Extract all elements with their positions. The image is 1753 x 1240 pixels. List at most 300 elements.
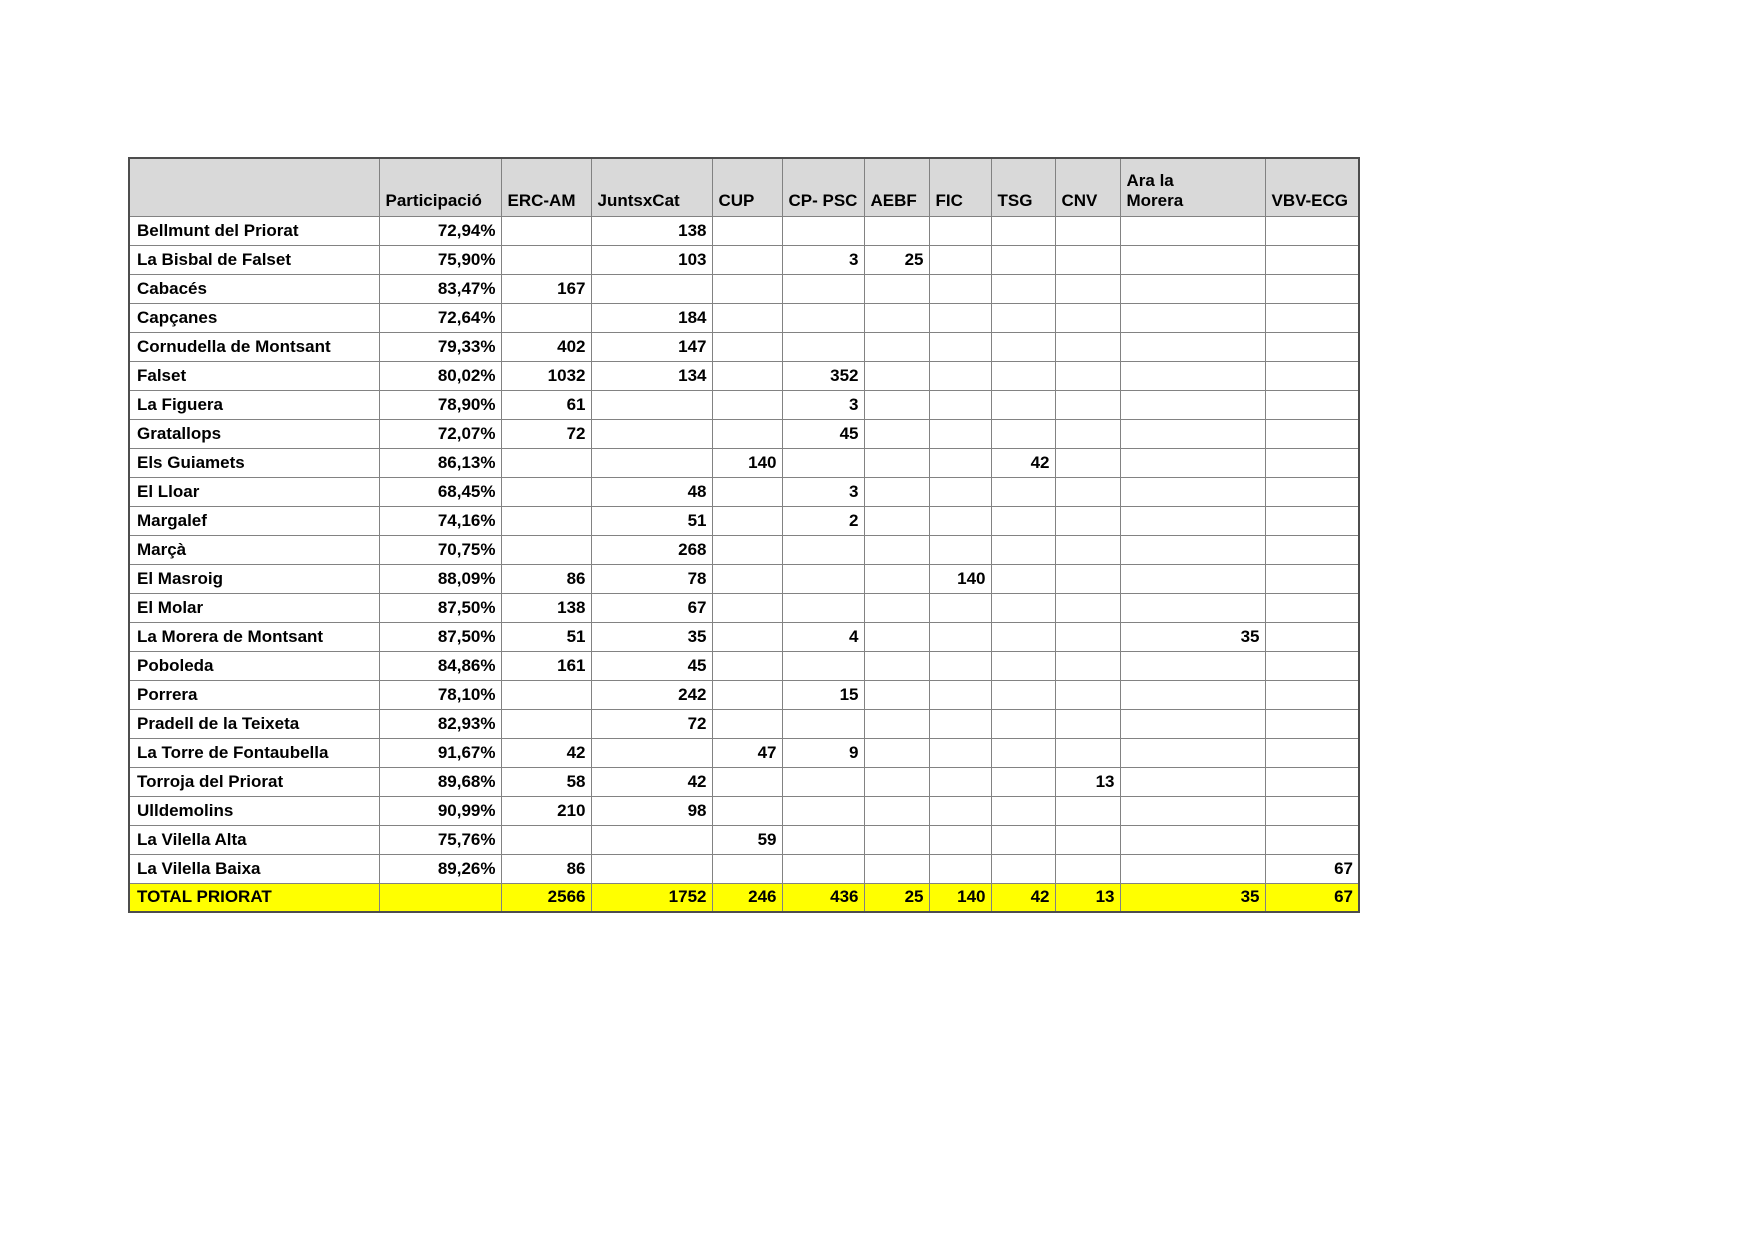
participacio-cell: 75,76%	[379, 825, 501, 854]
table-row	[129, 825, 1359, 854]
party-votes-cell-cup	[712, 622, 782, 651]
party-votes-cell-cp-psc	[782, 564, 864, 593]
party-votes-cell-vbv-ecg	[1265, 680, 1359, 709]
party-votes-cell-aebf	[864, 709, 929, 738]
municipality-name: Cornudella de Montsant	[129, 332, 379, 361]
table-row	[129, 854, 1359, 883]
party-votes-cell-aebf	[864, 506, 929, 535]
party-votes-cell-cnv	[1055, 593, 1120, 622]
party-votes-cell-tsg	[991, 419, 1055, 448]
municipality-name: La Figuera	[129, 390, 379, 419]
table-row	[129, 332, 1359, 361]
party-votes-cell-vbv-ecg	[1265, 709, 1359, 738]
column-header-fic: FIC	[929, 158, 991, 216]
column-header-ara-la-morera: Ara la Morera	[1120, 158, 1265, 216]
party-votes-cell-erc-am	[501, 709, 591, 738]
party-votes-cell-cp-psc	[782, 593, 864, 622]
party-votes-cell-fic	[929, 535, 991, 564]
column-header-aebf: AEBF	[864, 158, 929, 216]
party-votes-cell-cup	[712, 216, 782, 245]
party-votes-cell-fic	[929, 506, 991, 535]
party-votes-cell-aebf	[864, 274, 929, 303]
party-votes-cell-cup: 59	[712, 825, 782, 854]
party-votes-cell-tsg	[991, 506, 1055, 535]
party-votes-cell-fic	[929, 796, 991, 825]
column-header-juntsxcat: JuntsxCat	[591, 158, 712, 216]
header-row	[129, 158, 1359, 216]
party-votes-cell-cp-psc: 9	[782, 738, 864, 767]
party-votes-cell-ara-la-morera	[1120, 854, 1265, 883]
party-votes-cell-fic	[929, 274, 991, 303]
column-header-erc-am: ERC-AM	[501, 158, 591, 216]
participacio-cell: 83,47%	[379, 274, 501, 303]
party-votes-cell-aebf	[864, 796, 929, 825]
participacio-cell: 74,16%	[379, 506, 501, 535]
participacio-cell: 87,50%	[379, 593, 501, 622]
party-votes-cell-vbv-ecg	[1265, 593, 1359, 622]
party-votes-cell-fic	[929, 651, 991, 680]
party-votes-cell-vbv-ecg	[1265, 390, 1359, 419]
party-votes-cell-cnv	[1055, 361, 1120, 390]
party-votes-cell-cup	[712, 419, 782, 448]
party-votes-cell-cp-psc: 3	[782, 477, 864, 506]
party-votes-cell-cup: 140	[712, 448, 782, 477]
party-votes-cell-cup	[712, 796, 782, 825]
party-votes-cell-juntsxcat: 51	[591, 506, 712, 535]
party-votes-cell-cp-psc	[782, 448, 864, 477]
municipality-name: Torroja del Priorat	[129, 767, 379, 796]
party-votes-cell-ara-la-morera	[1120, 651, 1265, 680]
party-votes-cell-tsg	[991, 622, 1055, 651]
party-votes-cell-fic	[929, 738, 991, 767]
party-votes-cell-juntsxcat: 42	[591, 767, 712, 796]
party-votes-cell-vbv-ecg	[1265, 651, 1359, 680]
party-votes-cell-vbv-ecg: 67	[1265, 883, 1359, 912]
party-votes-cell-erc-am	[501, 216, 591, 245]
party-votes-cell-erc-am	[501, 506, 591, 535]
party-votes-cell-ara-la-morera	[1120, 216, 1265, 245]
party-votes-cell-cup	[712, 245, 782, 274]
party-votes-cell-erc-am	[501, 245, 591, 274]
municipality-name: La Vilella Baixa	[129, 854, 379, 883]
party-votes-cell-ara-la-morera	[1120, 361, 1265, 390]
party-votes-cell-cup	[712, 564, 782, 593]
party-votes-cell-cup	[712, 477, 782, 506]
table-row	[129, 216, 1359, 245]
party-votes-cell-erc-am: 2566	[501, 883, 591, 912]
party-votes-cell-fic	[929, 767, 991, 796]
party-votes-cell-ara-la-morera	[1120, 245, 1265, 274]
party-votes-cell-cp-psc: 15	[782, 680, 864, 709]
municipality-name: El Lloar	[129, 477, 379, 506]
party-votes-cell-fic	[929, 245, 991, 274]
party-votes-cell-aebf	[864, 651, 929, 680]
municipality-name: Falset	[129, 361, 379, 390]
party-votes-cell-juntsxcat: 103	[591, 245, 712, 274]
party-votes-cell-cnv	[1055, 448, 1120, 477]
municipality-name: La Torre de Fontaubella	[129, 738, 379, 767]
municipality-name: El Molar	[129, 593, 379, 622]
table-row	[129, 419, 1359, 448]
party-votes-cell-ara-la-morera	[1120, 709, 1265, 738]
party-votes-cell-cnv	[1055, 216, 1120, 245]
party-votes-cell-cp-psc: 3	[782, 245, 864, 274]
party-votes-cell-vbv-ecg	[1265, 564, 1359, 593]
party-votes-cell-tsg	[991, 825, 1055, 854]
party-votes-cell-cp-psc	[782, 303, 864, 332]
party-votes-cell-juntsxcat	[591, 419, 712, 448]
party-votes-cell-cp-psc: 45	[782, 419, 864, 448]
party-votes-cell-aebf	[864, 622, 929, 651]
party-votes-cell-erc-am: 161	[501, 651, 591, 680]
participacio-cell: 82,93%	[379, 709, 501, 738]
table-row	[129, 535, 1359, 564]
column-header-cup: CUP	[712, 158, 782, 216]
participacio-cell: 90,99%	[379, 796, 501, 825]
participacio-cell: 89,68%	[379, 767, 501, 796]
party-votes-cell-ara-la-morera	[1120, 680, 1265, 709]
party-votes-cell-erc-am: 61	[501, 390, 591, 419]
participacio-cell: 89,26%	[379, 854, 501, 883]
party-votes-cell-juntsxcat: 78	[591, 564, 712, 593]
party-votes-cell-fic	[929, 216, 991, 245]
party-votes-cell-vbv-ecg	[1265, 303, 1359, 332]
party-votes-cell-juntsxcat	[591, 854, 712, 883]
party-votes-cell-fic	[929, 477, 991, 506]
party-votes-cell-juntsxcat: 184	[591, 303, 712, 332]
party-votes-cell-cnv	[1055, 825, 1120, 854]
party-votes-cell-aebf	[864, 390, 929, 419]
party-votes-cell-cnv	[1055, 303, 1120, 332]
table-row	[129, 883, 1359, 912]
party-votes-cell-juntsxcat	[591, 738, 712, 767]
party-votes-cell-cnv	[1055, 506, 1120, 535]
party-votes-cell-cnv	[1055, 274, 1120, 303]
party-votes-cell-cp-psc	[782, 535, 864, 564]
participacio-cell: 79,33%	[379, 332, 501, 361]
party-votes-cell-erc-am: 86	[501, 564, 591, 593]
party-votes-cell-erc-am: 167	[501, 274, 591, 303]
party-votes-cell-aebf	[864, 738, 929, 767]
party-votes-cell-erc-am: 86	[501, 854, 591, 883]
party-votes-cell-cup	[712, 361, 782, 390]
party-votes-cell-aebf	[864, 593, 929, 622]
party-votes-cell-ara-la-morera	[1120, 535, 1265, 564]
party-votes-cell-juntsxcat: 98	[591, 796, 712, 825]
party-votes-cell-cp-psc	[782, 796, 864, 825]
party-votes-cell-cnv	[1055, 477, 1120, 506]
party-votes-cell-juntsxcat	[591, 390, 712, 419]
party-votes-cell-juntsxcat	[591, 448, 712, 477]
party-votes-cell-vbv-ecg	[1265, 419, 1359, 448]
party-votes-cell-tsg	[991, 274, 1055, 303]
party-votes-cell-cup	[712, 274, 782, 303]
party-votes-cell-fic	[929, 303, 991, 332]
party-votes-cell-cup	[712, 651, 782, 680]
table-row	[129, 622, 1359, 651]
party-votes-cell-vbv-ecg	[1265, 825, 1359, 854]
party-votes-cell-cp-psc	[782, 651, 864, 680]
party-votes-cell-cup	[712, 506, 782, 535]
party-votes-cell-juntsxcat: 138	[591, 216, 712, 245]
party-votes-cell-juntsxcat	[591, 274, 712, 303]
party-votes-cell-fic	[929, 680, 991, 709]
table-row	[129, 651, 1359, 680]
party-votes-cell-juntsxcat: 67	[591, 593, 712, 622]
party-votes-cell-vbv-ecg	[1265, 448, 1359, 477]
party-votes-cell-ara-la-morera	[1120, 274, 1265, 303]
party-votes-cell-cnv	[1055, 709, 1120, 738]
party-votes-cell-cp-psc	[782, 709, 864, 738]
column-header-tsg: TSG	[991, 158, 1055, 216]
party-votes-cell-aebf	[864, 361, 929, 390]
party-votes-cell-juntsxcat: 48	[591, 477, 712, 506]
table-row	[129, 303, 1359, 332]
party-votes-cell-aebf	[864, 303, 929, 332]
party-votes-cell-aebf	[864, 477, 929, 506]
municipality-name: Porrera	[129, 680, 379, 709]
party-votes-cell-fic: 140	[929, 564, 991, 593]
party-votes-cell-erc-am	[501, 448, 591, 477]
party-votes-cell-vbv-ecg	[1265, 245, 1359, 274]
party-votes-cell-cnv	[1055, 651, 1120, 680]
party-votes-cell-erc-am: 72	[501, 419, 591, 448]
column-header-vbv-ecg: VBV-ECG	[1265, 158, 1359, 216]
party-votes-cell-fic	[929, 854, 991, 883]
party-votes-cell-erc-am: 210	[501, 796, 591, 825]
party-votes-cell-aebf	[864, 825, 929, 854]
party-votes-cell-vbv-ecg	[1265, 622, 1359, 651]
party-votes-cell-aebf	[864, 535, 929, 564]
party-votes-cell-fic	[929, 593, 991, 622]
participacio-cell: 68,45%	[379, 477, 501, 506]
participacio-cell: 75,90%	[379, 245, 501, 274]
party-votes-cell-erc-am: 138	[501, 593, 591, 622]
party-votes-cell-vbv-ecg: 67	[1265, 854, 1359, 883]
party-votes-cell-vbv-ecg	[1265, 274, 1359, 303]
party-votes-cell-cp-psc	[782, 825, 864, 854]
party-votes-cell-vbv-ecg	[1265, 796, 1359, 825]
table-row	[129, 245, 1359, 274]
party-votes-cell-cup	[712, 593, 782, 622]
column-header-participacio: Participació	[379, 158, 501, 216]
party-votes-cell-aebf: 25	[864, 245, 929, 274]
party-votes-cell-vbv-ecg	[1265, 216, 1359, 245]
column-header-cnv: CNV	[1055, 158, 1120, 216]
party-votes-cell-ara-la-morera	[1120, 448, 1265, 477]
participacio-cell: 86,13%	[379, 448, 501, 477]
party-votes-cell-cup	[712, 709, 782, 738]
table-row	[129, 361, 1359, 390]
party-votes-cell-ara-la-morera	[1120, 738, 1265, 767]
party-votes-cell-ara-la-morera: 35	[1120, 883, 1265, 912]
party-votes-cell-erc-am	[501, 680, 591, 709]
party-votes-cell-juntsxcat: 134	[591, 361, 712, 390]
party-votes-cell-cp-psc	[782, 854, 864, 883]
party-votes-cell-aebf	[864, 854, 929, 883]
municipality-name: Pradell de la Teixeta	[129, 709, 379, 738]
party-votes-cell-cup	[712, 390, 782, 419]
party-votes-cell-fic	[929, 622, 991, 651]
participacio-cell: 70,75%	[379, 535, 501, 564]
party-votes-cell-cp-psc	[782, 767, 864, 796]
table-row	[129, 274, 1359, 303]
table-row	[129, 738, 1359, 767]
participacio-cell: 72,07%	[379, 419, 501, 448]
party-votes-cell-tsg: 42	[991, 448, 1055, 477]
party-votes-cell-juntsxcat: 1752	[591, 883, 712, 912]
municipality-name: Ulldemolins	[129, 796, 379, 825]
table-row	[129, 448, 1359, 477]
party-votes-cell-juntsxcat: 72	[591, 709, 712, 738]
party-votes-cell-aebf	[864, 419, 929, 448]
municipality-name: El Masroig	[129, 564, 379, 593]
party-votes-cell-ara-la-morera	[1120, 477, 1265, 506]
party-votes-cell-tsg	[991, 593, 1055, 622]
party-votes-cell-fic	[929, 448, 991, 477]
party-votes-cell-cnv	[1055, 854, 1120, 883]
party-votes-cell-fic	[929, 709, 991, 738]
party-votes-cell-fic	[929, 390, 991, 419]
party-votes-cell-cp-psc	[782, 216, 864, 245]
party-votes-cell-tsg	[991, 477, 1055, 506]
party-votes-cell-erc-am: 42	[501, 738, 591, 767]
party-votes-cell-tsg	[991, 767, 1055, 796]
party-votes-cell-cnv	[1055, 535, 1120, 564]
party-votes-cell-tsg	[991, 680, 1055, 709]
party-votes-cell-tsg	[991, 854, 1055, 883]
party-votes-cell-cp-psc	[782, 274, 864, 303]
municipality-name: Capçanes	[129, 303, 379, 332]
party-votes-cell-cnv	[1055, 245, 1120, 274]
party-votes-cell-tsg: 42	[991, 883, 1055, 912]
party-votes-cell-vbv-ecg	[1265, 477, 1359, 506]
party-votes-cell-cup: 246	[712, 883, 782, 912]
table-row	[129, 477, 1359, 506]
party-votes-cell-tsg	[991, 216, 1055, 245]
party-votes-cell-tsg	[991, 361, 1055, 390]
party-votes-cell-erc-am: 58	[501, 767, 591, 796]
party-votes-cell-ara-la-morera	[1120, 303, 1265, 332]
party-votes-cell-ara-la-morera	[1120, 796, 1265, 825]
party-votes-cell-fic	[929, 825, 991, 854]
party-votes-cell-fic	[929, 419, 991, 448]
party-votes-cell-cp-psc: 352	[782, 361, 864, 390]
party-votes-cell-erc-am	[501, 825, 591, 854]
results-table-wrap	[128, 157, 1360, 913]
municipality-name: TOTAL PRIORAT	[129, 883, 379, 912]
party-votes-cell-tsg	[991, 245, 1055, 274]
party-votes-cell-cnv	[1055, 390, 1120, 419]
party-votes-cell-cnv	[1055, 332, 1120, 361]
party-votes-cell-juntsxcat: 147	[591, 332, 712, 361]
party-votes-cell-cnv	[1055, 680, 1120, 709]
party-votes-cell-fic	[929, 361, 991, 390]
party-votes-cell-erc-am	[501, 303, 591, 332]
party-votes-cell-ara-la-morera: 35	[1120, 622, 1265, 651]
party-votes-cell-aebf	[864, 564, 929, 593]
participacio-cell: 78,90%	[379, 390, 501, 419]
party-votes-cell-cnv	[1055, 738, 1120, 767]
party-votes-cell-cup	[712, 854, 782, 883]
table-row	[129, 564, 1359, 593]
party-votes-cell-ara-la-morera	[1120, 767, 1265, 796]
party-votes-cell-cp-psc	[782, 332, 864, 361]
table-row	[129, 709, 1359, 738]
party-votes-cell-erc-am: 402	[501, 332, 591, 361]
party-votes-cell-aebf	[864, 767, 929, 796]
municipality-name: Gratallops	[129, 419, 379, 448]
party-votes-cell-erc-am	[501, 535, 591, 564]
party-votes-cell-fic	[929, 332, 991, 361]
party-votes-cell-cup	[712, 535, 782, 564]
party-votes-cell-tsg	[991, 564, 1055, 593]
municipality-name: Cabacés	[129, 274, 379, 303]
party-votes-cell-aebf	[864, 216, 929, 245]
party-votes-cell-aebf	[864, 332, 929, 361]
table-header	[129, 158, 1359, 216]
party-votes-cell-juntsxcat	[591, 825, 712, 854]
party-votes-cell-tsg	[991, 332, 1055, 361]
party-votes-cell-cnv: 13	[1055, 883, 1120, 912]
party-votes-cell-cp-psc: 2	[782, 506, 864, 535]
municipality-name: La Vilella Alta	[129, 825, 379, 854]
party-votes-cell-fic: 140	[929, 883, 991, 912]
municipality-name: La Bisbal de Falset	[129, 245, 379, 274]
participacio-cell: 78,10%	[379, 680, 501, 709]
column-header-cp-psc: CP- PSC	[782, 158, 864, 216]
party-votes-cell-tsg	[991, 738, 1055, 767]
party-votes-cell-vbv-ecg	[1265, 506, 1359, 535]
table-row	[129, 680, 1359, 709]
results-table	[128, 157, 1360, 913]
party-votes-cell-ara-la-morera	[1120, 593, 1265, 622]
party-votes-cell-juntsxcat: 35	[591, 622, 712, 651]
participacio-cell: 88,09%	[379, 564, 501, 593]
party-votes-cell-juntsxcat: 45	[591, 651, 712, 680]
table-row	[129, 506, 1359, 535]
participacio-cell: 87,50%	[379, 622, 501, 651]
party-votes-cell-cup	[712, 680, 782, 709]
party-votes-cell-ara-la-morera	[1120, 564, 1265, 593]
party-votes-cell-tsg	[991, 303, 1055, 332]
municipality-name: Marçà	[129, 535, 379, 564]
municipality-name: La Morera de Montsant	[129, 622, 379, 651]
party-votes-cell-ara-la-morera	[1120, 390, 1265, 419]
party-votes-cell-juntsxcat: 242	[591, 680, 712, 709]
municipality-name: Bellmunt del Priorat	[129, 216, 379, 245]
table-body	[129, 216, 1359, 912]
party-votes-cell-erc-am: 1032	[501, 361, 591, 390]
party-votes-cell-cnv	[1055, 564, 1120, 593]
participacio-cell	[379, 883, 501, 912]
table-row	[129, 767, 1359, 796]
party-votes-cell-cnv: 13	[1055, 767, 1120, 796]
participacio-cell: 72,94%	[379, 216, 501, 245]
party-votes-cell-cup	[712, 303, 782, 332]
party-votes-cell-vbv-ecg	[1265, 361, 1359, 390]
table-row	[129, 593, 1359, 622]
table-row	[129, 390, 1359, 419]
party-votes-cell-ara-la-morera	[1120, 506, 1265, 535]
party-votes-cell-cnv	[1055, 419, 1120, 448]
party-votes-cell-vbv-ecg	[1265, 767, 1359, 796]
party-votes-cell-cup	[712, 332, 782, 361]
party-votes-cell-ara-la-morera	[1120, 332, 1265, 361]
municipality-name: Els Guiamets	[129, 448, 379, 477]
party-votes-cell-tsg	[991, 796, 1055, 825]
party-votes-cell-vbv-ecg	[1265, 332, 1359, 361]
